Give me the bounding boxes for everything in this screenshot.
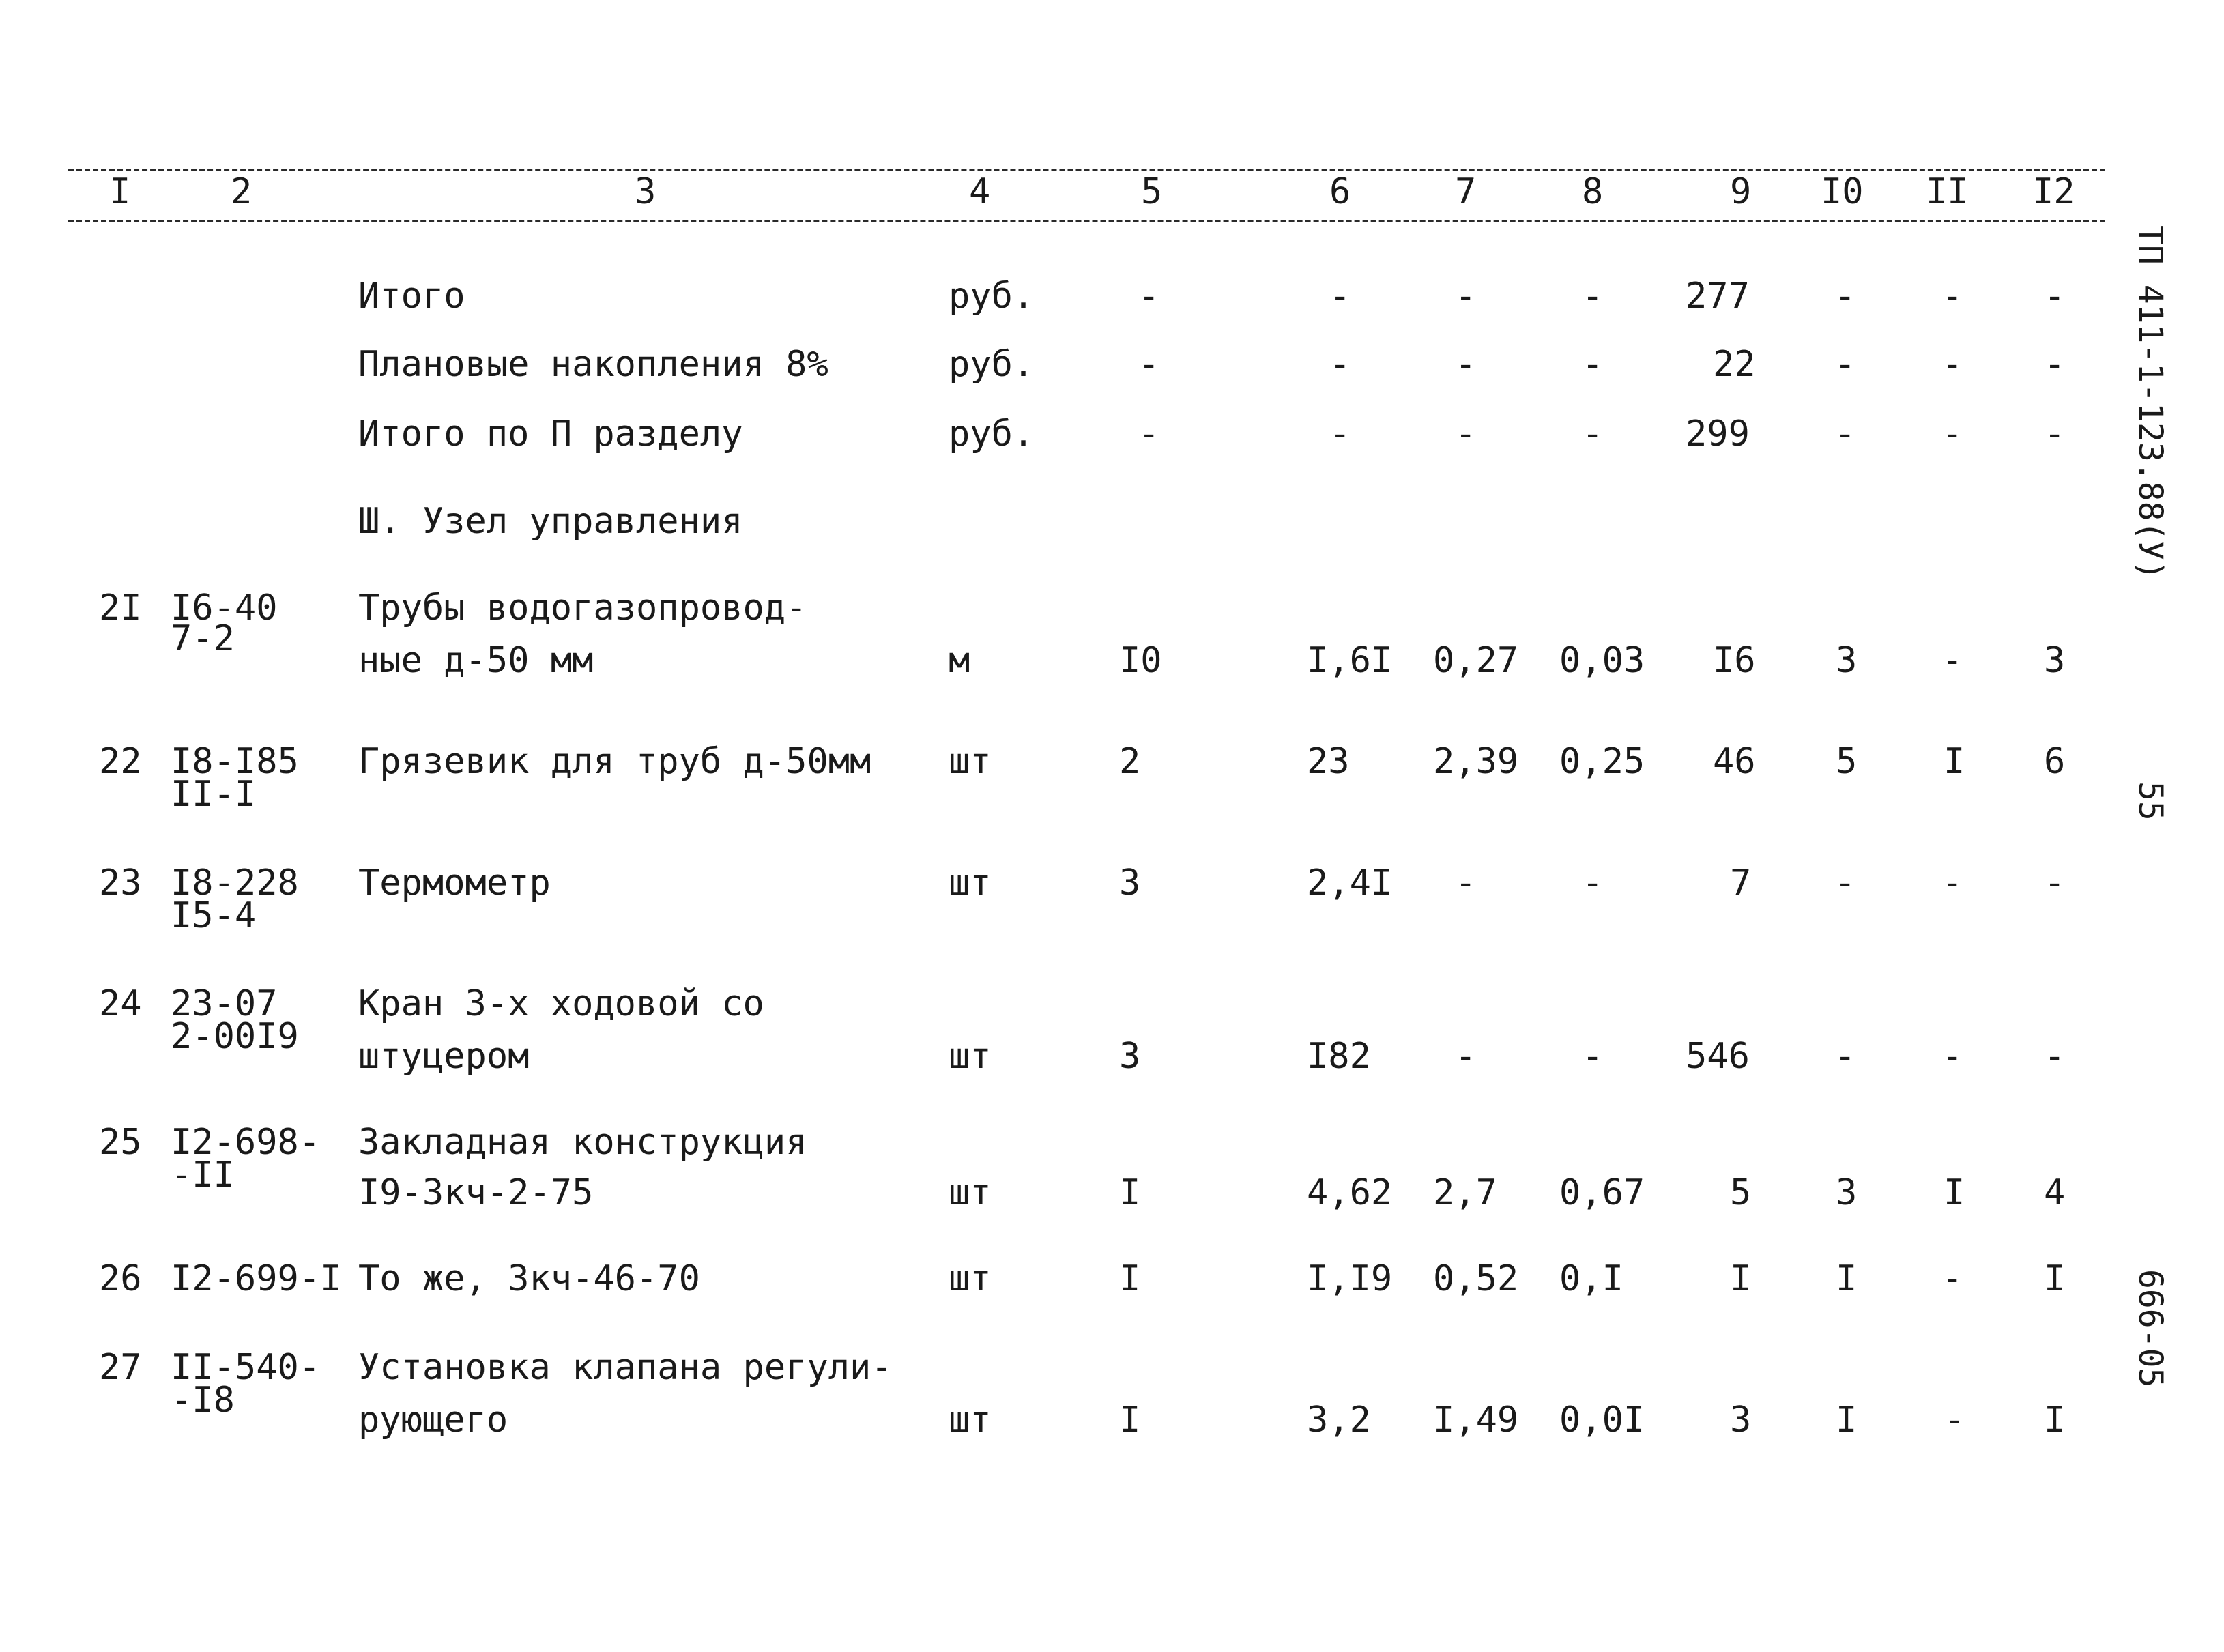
col10-cell: - (1834, 414, 1856, 454)
qty-cell: 3 (1119, 863, 1141, 903)
price-cell: I82 (1307, 1036, 1371, 1077)
total-cell: 5 (1730, 1172, 1752, 1213)
header-col-1: I (109, 171, 131, 212)
qty-cell: I (1119, 1258, 1141, 1299)
margin-sheet: 666-05 (2131, 1269, 2169, 1388)
total-cell: 3 (1730, 1400, 1752, 1440)
price-cell: - (1329, 344, 1351, 385)
row-number: 27 (99, 1347, 142, 1388)
unit-cell: шт (949, 1258, 992, 1299)
price-cell: - (1329, 276, 1351, 317)
total-cell: 299 (1686, 414, 1750, 454)
norm-code: I6-40 (171, 588, 278, 628)
item-name: Кран 3-х ходовой со (358, 983, 764, 1024)
col11-cell: - (1944, 1400, 1965, 1440)
total-cell: 7 (1730, 863, 1752, 903)
col12-cell: 6 (2044, 741, 2066, 782)
norm-code: II-540- (171, 1347, 321, 1388)
machine-cell: - (1582, 276, 1604, 317)
col12-cell: I (2044, 1258, 2066, 1299)
qty-cell: - (1138, 344, 1160, 385)
col12-cell: - (2044, 276, 2066, 317)
col10-cell: I (1836, 1400, 1858, 1440)
unit-cell: руб. (949, 276, 1035, 317)
summary-label: Плановые накопления 8% (358, 344, 828, 385)
header-col-4: 4 (969, 171, 991, 212)
price-cell: I,I9 (1307, 1258, 1393, 1299)
wage-cell: 0,52 (1433, 1258, 1519, 1299)
item-name: Закладная конструкция (358, 1122, 807, 1163)
margin-code: ТП 411-1-123.88(У) (2131, 225, 2169, 581)
header-col-6: 6 (1329, 171, 1351, 212)
col11-cell: - (1941, 344, 1963, 385)
total-cell: I6 (1713, 640, 1756, 681)
qty-cell: - (1138, 276, 1160, 317)
machine-cell: 0,25 (1559, 741, 1645, 782)
row-number: 22 (99, 741, 142, 782)
norm-code-cont: -II (171, 1155, 235, 1195)
unit-cell: шт (949, 1172, 992, 1213)
header-col-2: 2 (231, 171, 252, 212)
norm-code-cont: 7-2 (171, 618, 235, 659)
col10-cell: 5 (1836, 741, 1858, 782)
qty-cell: - (1138, 414, 1160, 454)
qty-cell: I (1119, 1172, 1141, 1213)
price-cell: 23 (1307, 741, 1350, 782)
qty-cell: I0 (1119, 640, 1162, 681)
wage-cell: 2,39 (1433, 741, 1519, 782)
item-name-cont: I9-3кч-2-75 (358, 1172, 594, 1213)
header-top-rule (68, 169, 2105, 171)
norm-code-cont: -I8 (171, 1380, 235, 1421)
col10-cell: - (1834, 344, 1856, 385)
machine-cell: - (1582, 344, 1604, 385)
machine-cell: 0,67 (1559, 1172, 1645, 1213)
wage-cell: 0,27 (1433, 640, 1519, 681)
wage-cell: I,49 (1433, 1400, 1519, 1440)
margin-page-number: 55 (2131, 781, 2169, 821)
wage-cell: - (1455, 276, 1477, 317)
machine-cell: 0,0I (1559, 1400, 1645, 1440)
wage-cell: - (1455, 344, 1477, 385)
norm-code-cont: 2-00I9 (171, 1016, 299, 1057)
unit-cell: шт (949, 1400, 992, 1440)
price-cell: - (1329, 414, 1351, 454)
item-name: Грязевик для труб д-50мм (358, 741, 871, 782)
unit-cell: руб. (949, 414, 1035, 454)
header-col-9: 9 (1730, 171, 1752, 212)
header-col-10: I0 (1821, 171, 1864, 212)
col12-cell: - (2044, 414, 2066, 454)
qty-cell: 3 (1119, 1036, 1141, 1077)
col11-cell: - (1941, 1258, 1963, 1299)
col10-cell: 3 (1836, 1172, 1858, 1213)
row-number: 26 (99, 1258, 142, 1299)
price-cell: 2,4I (1307, 863, 1393, 903)
price-cell: 3,2 (1307, 1400, 1371, 1440)
total-cell: 22 (1713, 344, 1756, 385)
unit-cell: шт (949, 863, 992, 903)
summary-label: Итого по П разделу (358, 414, 743, 454)
col11-cell: - (1941, 1036, 1963, 1077)
price-cell: 4,62 (1307, 1172, 1393, 1213)
row-number: 2I (99, 588, 142, 628)
row-number: 25 (99, 1122, 142, 1163)
norm-code-cont: II-I (171, 774, 257, 815)
wage-cell: 2,7 (1433, 1172, 1497, 1213)
machine-cell: - (1582, 1036, 1604, 1077)
unit-cell: м (949, 640, 970, 681)
unit-cell: шт (949, 1036, 992, 1077)
norm-code: I8-I85 (171, 741, 299, 782)
price-cell: I,6I (1307, 640, 1393, 681)
wage-cell: - (1455, 1036, 1477, 1077)
qty-cell: 2 (1119, 741, 1141, 782)
item-name: Трубы водогазопровод- (358, 588, 807, 628)
machine-cell: 0,03 (1559, 640, 1645, 681)
header-col-3: 3 (635, 171, 656, 212)
total-cell: 277 (1686, 276, 1750, 317)
item-name-cont: штуцером (358, 1036, 530, 1077)
col10-cell: 3 (1836, 640, 1858, 681)
header-bottom-rule (68, 220, 2105, 222)
header-col-11: II (1926, 171, 1969, 212)
norm-code: I2-699-I (171, 1258, 342, 1299)
machine-cell: - (1582, 863, 1604, 903)
col12-cell: 4 (2044, 1172, 2066, 1213)
summary-label: Итого (358, 276, 465, 317)
col12-cell: - (2044, 344, 2066, 385)
col11-cell: - (1941, 640, 1963, 681)
row-number: 24 (99, 983, 142, 1024)
col10-cell: - (1834, 1036, 1856, 1077)
machine-cell: - (1582, 414, 1604, 454)
col10-cell: - (1834, 863, 1856, 903)
unit-cell: шт (949, 741, 992, 782)
norm-code: I8-228 (171, 863, 299, 903)
row-number: 23 (99, 863, 142, 903)
item-name: Установка клапана регули- (358, 1347, 893, 1388)
item-name-cont: ные д-50 мм (358, 640, 594, 681)
norm-code: 23-07 (171, 983, 278, 1024)
col11-cell: I (1944, 741, 1965, 782)
col12-cell: - (2044, 863, 2066, 903)
item-name: То же, 3кч-46-70 (358, 1258, 700, 1299)
total-cell: I (1730, 1258, 1752, 1299)
section-title: Ш. Узел управления (358, 501, 743, 542)
item-name-cont: рующего (358, 1400, 508, 1440)
total-cell: 546 (1686, 1036, 1750, 1077)
wage-cell: - (1455, 414, 1477, 454)
total-cell: 46 (1713, 741, 1756, 782)
col12-cell: 3 (2044, 640, 2066, 681)
qty-cell: I (1119, 1400, 1141, 1440)
col11-cell: - (1941, 863, 1963, 903)
item-name: Термометр (358, 863, 551, 903)
col12-cell: - (2044, 1036, 2066, 1077)
norm-code: I2-698- (171, 1122, 321, 1163)
header-col-8: 8 (1582, 171, 1604, 212)
header-col-5: 5 (1141, 171, 1163, 212)
col10-cell: - (1834, 276, 1856, 317)
header-col-12: I2 (2032, 171, 2075, 212)
col11-cell: - (1941, 414, 1963, 454)
header-col-7: 7 (1455, 171, 1477, 212)
unit-cell: руб. (949, 344, 1035, 385)
machine-cell: 0,I (1559, 1258, 1623, 1299)
norm-code-cont: I5-4 (171, 895, 257, 936)
col11-cell: I (1944, 1172, 1965, 1213)
wage-cell: - (1455, 863, 1477, 903)
col10-cell: I (1836, 1258, 1858, 1299)
col12-cell: I (2044, 1400, 2066, 1440)
col11-cell: - (1941, 276, 1963, 317)
